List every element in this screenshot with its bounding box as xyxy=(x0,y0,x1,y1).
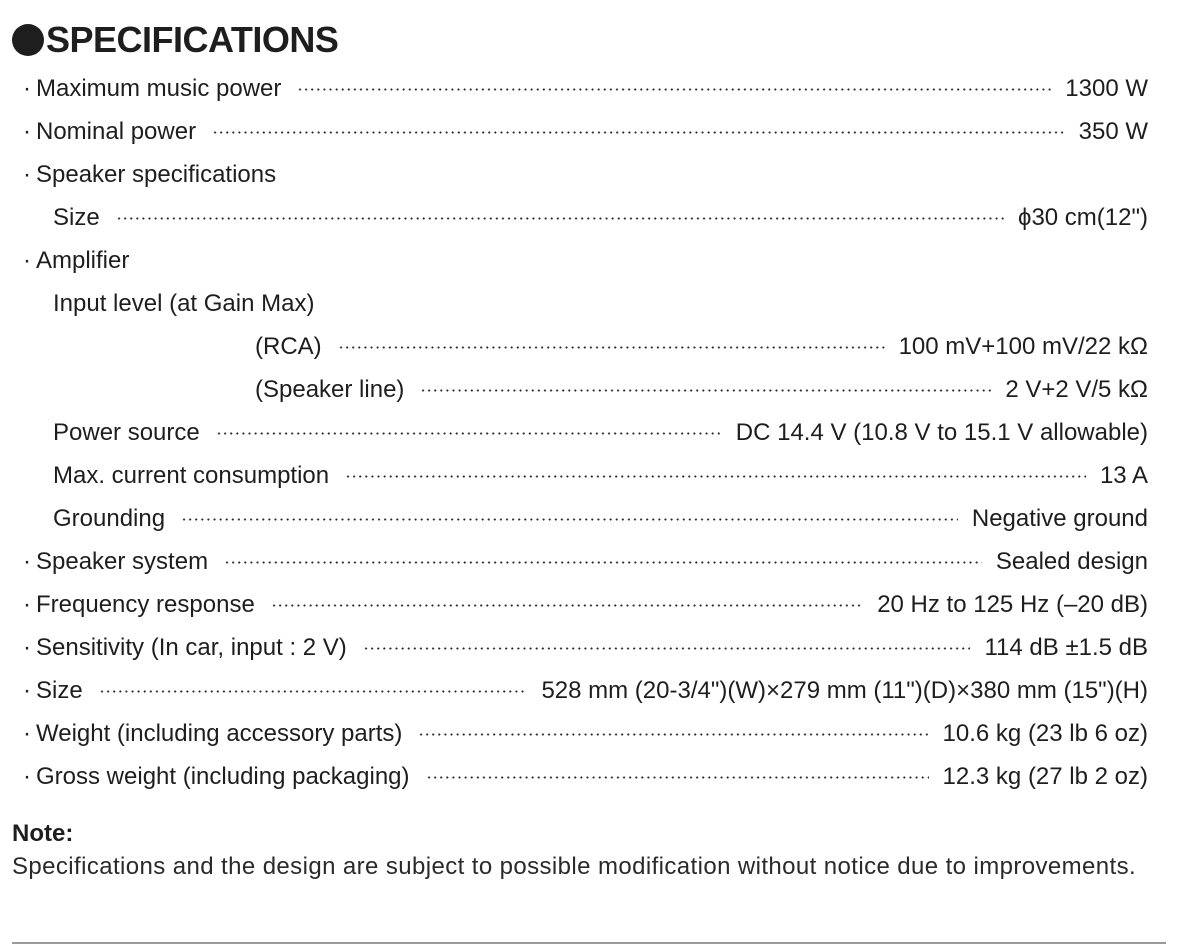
note-title: Note: xyxy=(12,820,74,847)
spec-label: Input level (at Gain Max) xyxy=(53,290,315,317)
dot-leader xyxy=(426,776,929,779)
dot-leader xyxy=(216,432,722,435)
row-bullet: · xyxy=(23,118,31,145)
row-bullet: · xyxy=(23,591,31,618)
spec-value: 2 V+2 V/5 kΩ xyxy=(1005,376,1148,403)
spec-value: DC 14.4 V (10.8 V to 15.1 V allowable) xyxy=(735,419,1148,446)
spec-label: Grounding xyxy=(53,505,166,532)
dot-leader xyxy=(116,217,1004,220)
spec-label: (RCA) xyxy=(255,333,322,360)
spec-row-nominal-power xyxy=(23,116,1148,148)
spec-row-sensitivity xyxy=(23,632,1148,664)
specifications-heading xyxy=(12,18,338,62)
spec-row-grounding xyxy=(53,503,1148,535)
spec-row-input-level xyxy=(53,288,1148,320)
dot-leader xyxy=(420,389,991,392)
spec-label: (Speaker line) xyxy=(255,376,405,403)
dot-leader xyxy=(181,518,958,521)
dot-leader xyxy=(271,604,863,607)
spec-row-frequency-response xyxy=(23,589,1148,621)
spec-value: 100 mV+100 mV/22 kΩ xyxy=(898,333,1148,360)
dot-leader xyxy=(363,647,971,650)
spec-row-amplifier xyxy=(23,245,1148,277)
spec-row-input-rca xyxy=(255,331,1148,363)
dot-leader xyxy=(99,690,528,693)
row-bullet: · xyxy=(23,720,31,747)
spec-value: 114 dB ±1.5 dB xyxy=(984,634,1148,661)
row-bullet: · xyxy=(23,548,31,575)
dot-leader xyxy=(297,88,1051,91)
spec-label: Gross weight (including packaging) xyxy=(36,763,410,790)
spec-label: Frequency response xyxy=(36,591,255,618)
spec-label: Size xyxy=(53,204,100,231)
spec-row-dimensions xyxy=(23,675,1148,707)
row-bullet: · xyxy=(23,247,31,274)
spec-row-speaker-size xyxy=(53,202,1148,234)
spec-value: 12.3 kg (27 lb 2 oz) xyxy=(942,763,1148,790)
spec-value: Sealed design xyxy=(995,548,1148,575)
spec-label: Nominal power xyxy=(36,118,197,145)
spec-row-power-source xyxy=(53,417,1148,449)
spec-value: 20 Hz to 125 Hz (–20 dB) xyxy=(877,591,1148,618)
row-bullet: · xyxy=(23,634,31,661)
spec-value: 528 mm (20-3/4")(W)×279 mm (11")(D)×380 mm (15")(H) xyxy=(541,677,1148,704)
row-bullet: · xyxy=(23,677,31,704)
spec-label: Amplifier xyxy=(36,247,130,274)
spec-label: Size xyxy=(36,677,83,704)
spec-row-max-current xyxy=(53,460,1148,492)
row-bullet: · xyxy=(23,75,31,102)
spec-value: 10.6 kg (23 lb 6 oz) xyxy=(942,720,1148,747)
dot-leader xyxy=(345,475,1086,478)
spec-row-speaker-specifications xyxy=(23,159,1148,191)
spec-value: Negative ground xyxy=(971,505,1148,532)
row-bullet: · xyxy=(23,161,31,188)
spec-row-weight xyxy=(23,718,1148,750)
spec-value: 350 W xyxy=(1078,118,1148,145)
spec-row-max-music-power xyxy=(23,73,1148,105)
spec-value: 13 A xyxy=(1099,462,1148,489)
spec-value: ϕ30 cm(12") xyxy=(1018,204,1148,231)
spec-label: Speaker specifications xyxy=(36,161,277,188)
spec-label: Speaker system xyxy=(36,548,209,575)
spec-label: Power source xyxy=(53,419,200,446)
heading-text: SPECIFICATIONS xyxy=(46,19,339,60)
spec-label: Sensitivity (In car, input : 2 V) xyxy=(36,634,347,661)
spec-row-input-speaker-line xyxy=(255,374,1148,406)
spec-label: Weight (including accessory parts) xyxy=(36,720,403,747)
spec-row-speaker-system xyxy=(23,546,1148,578)
spec-label: Maximum music power xyxy=(36,75,282,102)
bullet-circle-icon xyxy=(12,24,44,56)
spec-value: 1300 W xyxy=(1065,75,1148,102)
spec-label: Max. current consumption xyxy=(53,462,330,489)
dot-leader xyxy=(212,131,1065,134)
dot-leader xyxy=(338,346,885,349)
spec-row-gross-weight xyxy=(23,761,1148,793)
note-text: Specifications and the design are subject to possible modification without notice due to improvements. xyxy=(12,853,1137,880)
dot-leader xyxy=(224,561,982,564)
bottom-divider xyxy=(12,942,1166,944)
row-bullet: · xyxy=(23,763,31,790)
dot-leader xyxy=(418,733,928,736)
